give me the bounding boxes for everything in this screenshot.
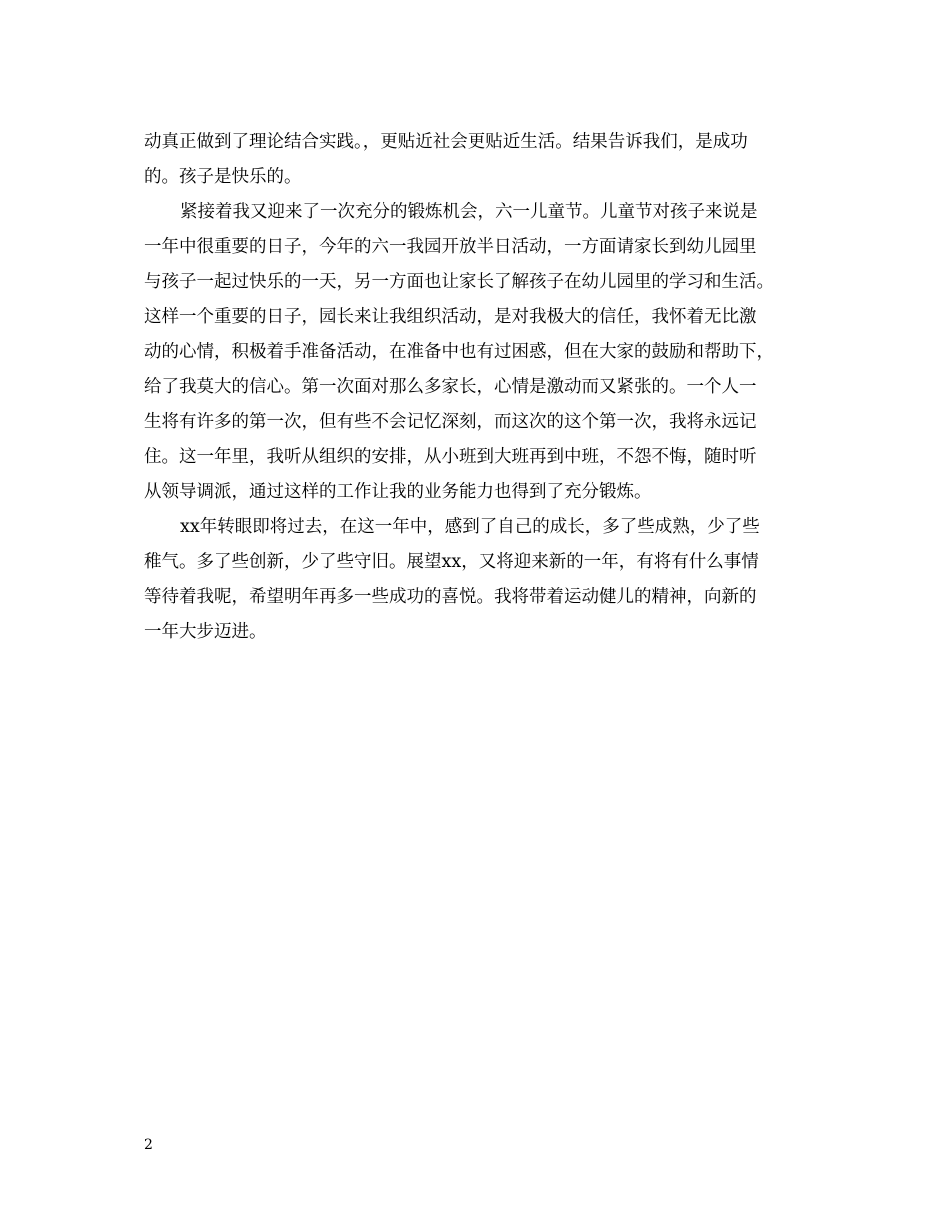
text-line: 与孩子一起过快乐的一天，另一方面也让家长了解孩子在幼儿园里的学习和生活。: [144, 272, 774, 292]
text-line: 动真正做到了理论结合实践。，更贴近社会更贴近生活。结果告诉我们，是成功: [144, 132, 748, 152]
paragraph-start-line: xx年转眼即将过去，在这一年中，感到了自己的成长，多了些成熟，少了些: [180, 517, 760, 537]
text-line: 这样一个重要的日子，园长来让我组织活动，是对我极大的信任，我怀着无比激: [144, 307, 757, 327]
document-body: [144, 125, 809, 650]
text-line: 生将有许多的第一次，但有些不会记忆深刻，而这次的这个第一次，我将永远记: [144, 412, 757, 432]
text-line: 从领导调派，通过这样的工作让我的业务能力也得到了充分锻炼。: [144, 482, 652, 502]
text-line: 动的心情，积极着手准备活动，在准备中也有过困惑，但在大家的鼓励和帮助下，: [144, 342, 774, 362]
text-line: 等待着我呢，希望明年再多一些成功的喜悦。我将带着运动健儿的精神，向新的: [144, 587, 757, 607]
paragraph-start-line: 紧接着我又迎来了一次充分的锻炼机会，六一儿童节。儿童节对孩子来说是: [180, 202, 758, 222]
text-line: 一年大步迈进。: [144, 622, 267, 642]
text-line: 一年中很重要的日子，今年的六一我园开放半日活动，一方面请家长到幼儿园里: [144, 237, 757, 257]
page-number: 2: [144, 1137, 153, 1153]
text-line: 稚气。多了些创新，少了些守旧。展望xx，又将迎来新的一年，有将有什么事情: [144, 552, 759, 572]
text-line: 给了我莫大的信心。第一次面对那么多家长，心情是激动而又紧张的。一个人一: [144, 377, 757, 397]
text-line: 住。这一年里，我听从组织的安排，从小班到大班再到中班，不怨不悔，随时听: [144, 447, 757, 467]
text-line: 的。孩子是快乐的。: [144, 167, 302, 187]
